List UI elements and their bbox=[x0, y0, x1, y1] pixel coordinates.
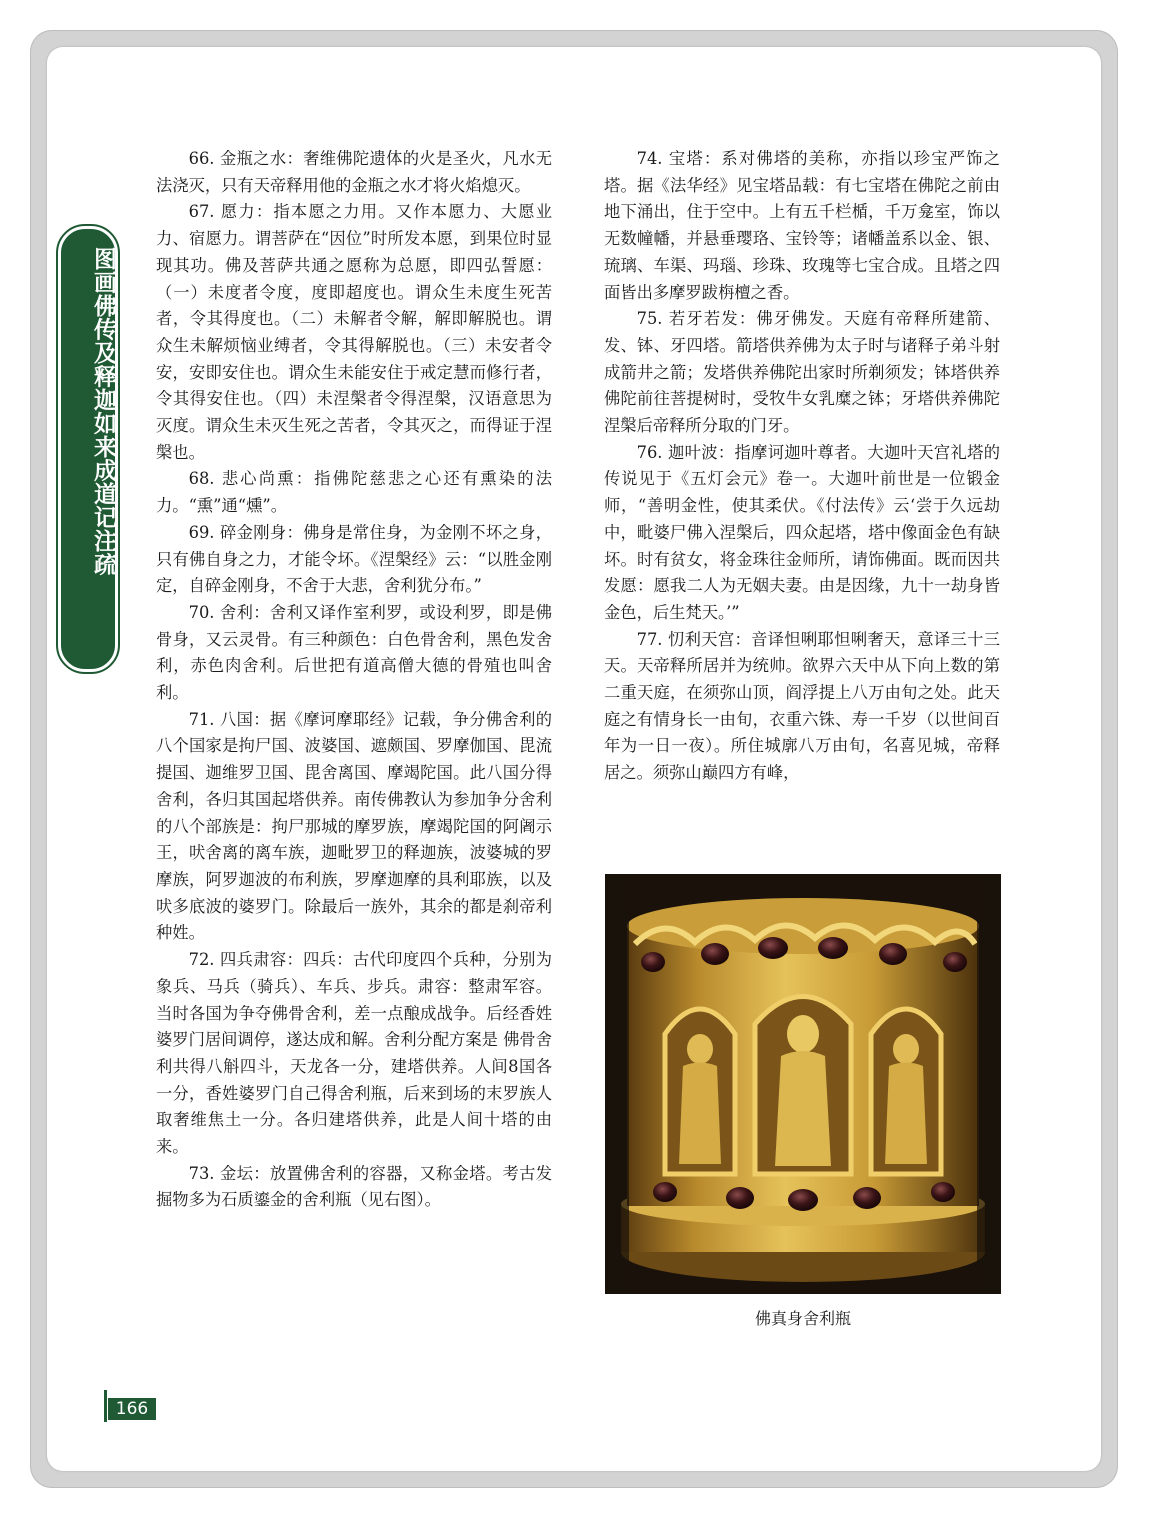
page-number-bar bbox=[104, 1390, 107, 1422]
note-72: 72. 四兵肃容：四兵：古代印度四个兵种，分别为象兵、马兵（骑兵）、车兵、步兵。肃容：整肃军容。当时各国为争夺佛骨舍利，差一点酿成战争。后经香姓婆罗门居间调停，遂达成和解。舍利分配方案是 佛骨舍利共得八斛四斗，天龙各一分，建塔供养。人间8国各一分，香姓婆罗门自己得舍利瓶，后来到场的末罗族人取奢维焦土一分。各归建塔供养，此是人间十塔的由来。 bbox=[156, 950, 552, 1157]
side-title-tab bbox=[58, 226, 118, 672]
note-75: 75. 若牙若发：佛牙佛发。天庭有帝释所建箭、发、钵、牙四塔。箭塔供养佛为太子时与诸释子弟斗射成箭井之箭；发塔供养佛陀出家时所剃须发；钵塔供养佛陀前往菩提树时，受牧牛女乳糜之钵；牙塔供养佛陀涅槃后帝释所分取的门牙。 bbox=[604, 309, 1000, 436]
reliquary-illustration bbox=[605, 874, 1001, 1294]
note-77: 77. 忉利天宫：音译怛唎耶怛唎奢天，意译三十三天。天帝释所居并为统帅。欲界六天中从下向上数的第二重天庭，在须弥山顶，阎浮提上八万由旬之处。此天庭之有情身长一由旬，衣重六铢、寿一千岁（以世间百年为一日一夜）。所住城廓八万由旬，名喜见城，帝释居之。须弥山巅四方有峰， bbox=[604, 629, 1000, 783]
reliquary-photo bbox=[605, 874, 1001, 1294]
note-73: 73. 金坛：放置佛舍利的容器，又称金塔。考古发掘物多为石质鎏金的舍利瓶（见右图）。 bbox=[156, 1163, 552, 1210]
note-67: 67. 愿力：指本愿之力用。又作本愿力、大愿业力、宿愿力。谓菩萨在“因位”时所发本愿，到果位时显现其功。佛及菩萨共通之愿称为总愿，即四弘誓愿：（一）未度者令度，度即超度也。谓众生未度生死苦者，令其得度也。（二）未解者令解，解即解脱也。谓众生未解烦恼业缚者，令其得解脱也。（三）未安者令安，安即安住也。谓众生未能安住于戒定慧而修行者，令其得安住也。（四）未涅槃者令得涅槃，汉语意思为灭度。谓众生未灭生死之苦者，令其灭之，而得证于涅槃也。 bbox=[156, 202, 552, 462]
note-70: 70. 舍利：舍利又译作室利罗，或设利罗，即是佛骨身，又云灵骨。有三种颜色：白色骨舍利，黑色发舍利，赤色肉舍利。后世把有道高僧大德的骨殖也叫舍利。 bbox=[156, 602, 552, 703]
left-column bbox=[156, 146, 552, 1214]
side-title-text: 图画佛传及释迦如来成道记注疏 bbox=[90, 247, 116, 576]
note-69: 69. 碎金刚身：佛身是常住身，为金刚不坏之身，只有佛自身之力，才能令坏。《涅槃经》云：“以胜金刚定，自碎金刚身，不舍于大悲，舍利犹分布。” bbox=[156, 522, 552, 596]
note-74: 74. 宝塔：系对佛塔的美称，亦指以珍宝严饰之塔。据《法华经》见宝塔品载：有七宝塔在佛陀之前由地下涌出，住于空中。上有五千栏楯，千万龛室，饰以无数幢幡，并悬垂璎珞、宝铃等；诸幡盖系以金、银、琉璃、车渠、玛瑙、珍珠、玫瑰等七宝合成。且塔之四面皆出多摩罗跋栴檀之香。 bbox=[604, 149, 1000, 302]
note-68: 68. 悲心尚熏：指佛陀慈悲之心还有熏染的法力。“熏”通“燻”。 bbox=[156, 469, 552, 516]
note-66: 66. 金瓶之水：奢维佛陀遗体的火是圣火，凡水无法浇灭，只有天帝释用他的金瓶之水才将火焰熄灭。 bbox=[156, 149, 552, 195]
page-number: 166 bbox=[108, 1398, 156, 1420]
right-column bbox=[604, 146, 1000, 787]
note-76: 76. 迦叶波：指摩诃迦叶尊者。大迦叶天宫礼塔的传说见于《五灯会元》卷一。大迦叶前世是一位锻金师，“善明金性，使其柔伏。《付法传》云‘尝于久远劫中，毗婆尸佛入涅槃后，四众起塔，塔中像面金色有缺坏。时有贫女，将金珠往金师所，请饰佛面。既而因共发愿：愿我二人为无姻夫妻。由是因缘，九十一劫身皆金色，后生梵天。’” bbox=[604, 442, 1000, 622]
note-71: 71. 八国：据《摩诃摩耶经》记载，争分佛舍利的八个国家是拘尸国、波婆国、遮颇国、罗摩伽国、毘流提国、迦维罗卫国、毘舍离国、摩竭陀国。此八国分得舍利，各归其国起塔供养。南传佛教认为参加争分舍利的八个部族是：拘尸那城的摩罗族，摩竭陀国的阿阇示王，吠舍离的离车族，迦毗罗卫的释迦族，波婆城的罗摩族，阿罗迦波的布利族，罗摩迦摩的具利耶族，以及吠多底波的婆罗门。除最后一族外，其余的都是刹帝利种姓。 bbox=[156, 709, 552, 943]
figure-caption: 佛真身舍利瓶 bbox=[754, 1309, 851, 1328]
